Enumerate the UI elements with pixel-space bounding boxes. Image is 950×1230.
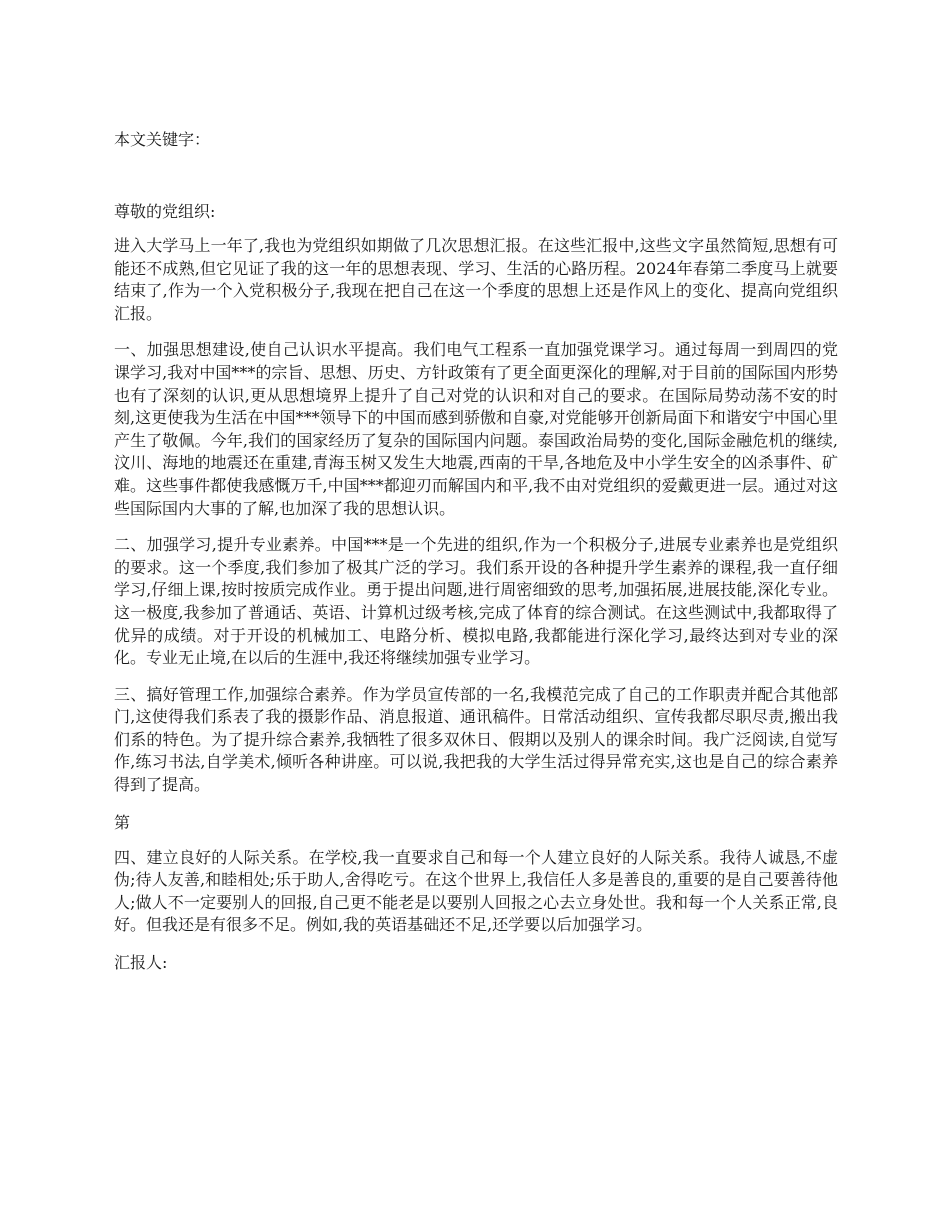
fragment-text: 第 [114,812,131,832]
salutation: 尊敬的党组织: [114,202,216,221]
paragraph-management: 三、搞好管理工作,加强综合素养。作为学员宣传部的一名,我模范完成了自己的工作职责并配合其他部门,这使得我们系表了我的摄影作品、消息报道、通讯稿件。日常活动组织、宣传我都尽职尽责,搬出我们系的特色。为了提升综合素养,我牺牲了很多双休日、假期以及别人的课余时间。我广泛阅读,自觉写作,练习书法,自学美术,倾听各种讲座。可以说,我把我的大学生活过得异常充实,这也是自己的综合素养得到了提高。 [114,684,838,795]
signature-label: 汇报人: [114,953,168,973]
keywords-label: 本文关键字： [114,130,211,149]
paragraph-intro: 进入大学马上一年了,我也为党组织如期做了几次思想汇报。在这些汇报中,这些文字虽然简短,思想有可能还不成熟,但它见证了我的这一年的思想表现、学习、生活的心路历程。2024年春第二季度马上就要结束了,作为一个入党积极分子,我现在把自己在这一个季度的思想上还是作风上的变化、提高向党组织汇报。 [114,236,838,323]
paragraph-relationships: 四、建立良好的人际关系。在学校,我一直要求自己和每一个人建立良好的人际关系。我待人诚恳,不虚伪;待人友善,和睦相处;乐于助人,舍得吃亏。在这个世界上,我信任人多是善良的,重要的是自己要善待他人;做人不一定要别人的回报,自己更不能老是以要别人回报之心去立身处世。我和每一个人关系正常,良好。但我还是有很多不足。例如,我的英语基础还不足,还学要以后加强学习。 [114,847,838,935]
paragraph-study: 二、加强学习,提升专业素养。中国***是一个先进的组织,作为一个积极分子,进展专业素养也是党组织的要求。这一个季度,我们参加了极其广泛的学习。我们系开设的各种提升学生素养的课程,我一直仔细学习,仔细上课,按时按质完成作业。勇于提出问题,进行周密细致的思考,加强拓展,进展技能,深化专业。这一极度,我参加了普通话、英语、计算机过级考核,完成了体育的综合测试。在这些测试中,我都取得了优异的成绩。对于开设的机械加工、电路分析、模拟电路,我都能进行深化学习,最终达到对专业的深化。专业无止境,在以后的生涯中,我还将继续加强专业学习。 [114,535,838,668]
document-page [114,128,838,987]
paragraph-thought-building: 一、加强思想建设,使自己认识水平提高。我们电气工程系一直加强党课学习。通过每周一到周四的党课学习,我对中国***的宗旨、思想、历史、方针政策有了更全面更深化的理解,对于目前的国际国内形势也有了深刻的认识,更从思想境界上提升了自己对党的认识和对自己的要求。在国际局势动荡不安的时刻,这更使我为生活在中国***领导下的中国而感到骄傲和自豪,对党能够开创新局面下和谐安宁中国心里产生了敬佩。今年,我们的国家经历了复杂的国际国内问题。泰国政治局势的变化,国际金融危机的继续,汶川、海地的地震还在重建,青海玉树又发生大地震,西南的干旱,各地危及中小学生安全的凶杀事件、矿难。这些事件都使我感慨万千,中国***都迎刃而解国内和平,我不由对党组织的爱戴更进一层。通过对这些国际国内大事的了解,也加深了我的思想认识。 [114,340,838,518]
